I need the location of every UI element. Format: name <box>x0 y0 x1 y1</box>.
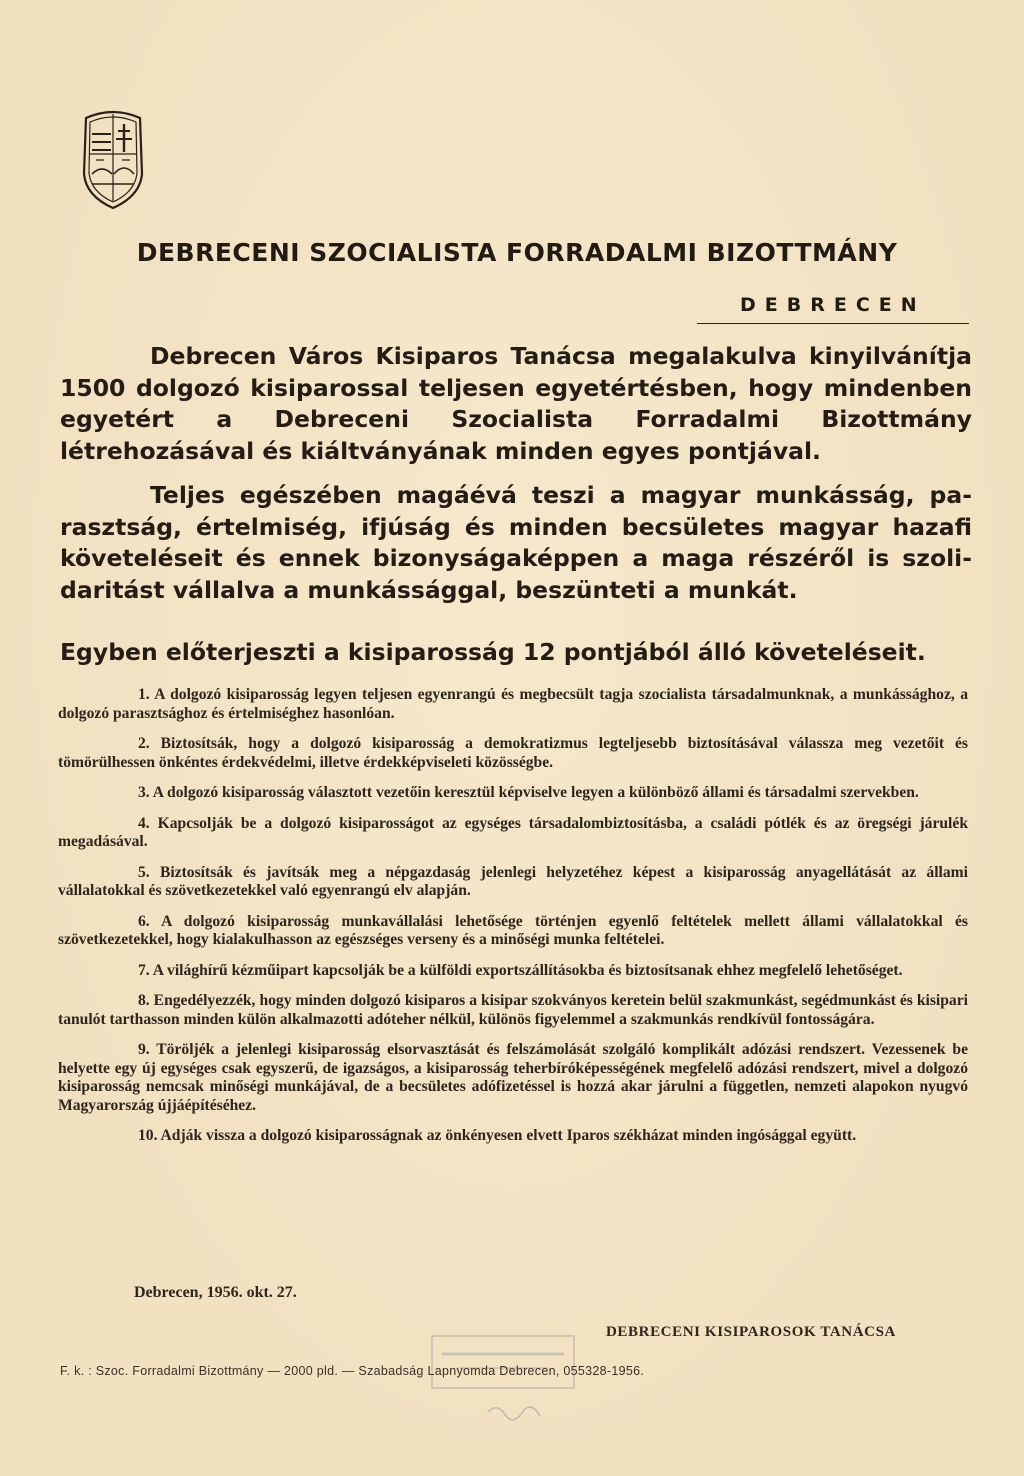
organization-title: DEBRECENI SZOCIALISTA FORRADALMI BIZOTTMÁNY <box>136 238 898 267</box>
demand-item: 4. Kapcsolják be a dolgozó kisiparosságot az egységes társadalombiztosításba, a családi pótlék és az öregségi járulék megadásával. <box>58 814 968 850</box>
lead-paragraph-2 <box>60 480 972 606</box>
issue-date: Debrecen, 1956. okt. 27. <box>134 1284 297 1301</box>
demand-item: 7. A világhírű kézműipart kapcsolják be a külföldi exportszállításokba és biztosítsanak ehhez megfelelő lehetőséget. <box>138 961 903 979</box>
demand-item: 1. A dolgozó kisiparosság legyen teljesen egyenrangú és megbecsült tagja szocialista társadalmunknak, a munkássághoz, a dolgozó parasztsághoz és értelmiséghez hasonlóan. <box>58 686 968 722</box>
lead-paragraph-1-text: Debrecen Város Kisiparos Tanácsa megalakulva kinyilvánítja 1500 dolgozó kisiparossal teljesen egyetértésben, hogy mindenben egyetért a Debreceni Szocialista Forradalmi Bizottmány létrehozásával és kiáltványának minden egyes pontjával. <box>60 342 972 465</box>
demand-item: 3. A dolgozó kisiparosság választott vezetőin keresztül képviselve legyen a különböző állami és társadalmi szervekben. <box>138 784 919 801</box>
lead-paragraph-2-text: Teljes egészében magáévá teszi a magyar munkásság, parasztság, értelmiség, ifjúság és minden becsületes magyar hazafi követeléseit és ennek bizonyságaképpen a maga részéről is szolidaritást vállalva a munkássággal, beszünteti a munkát. <box>60 481 972 604</box>
demand-item: 10. Adják vissza a dolgozó kisiparosságnak az önkényesen elvett Iparos székházat minden ingósággal együtt. <box>138 1127 857 1144</box>
museum-stamp-icon <box>428 1332 578 1452</box>
demand-item: 5. Biztosítsák és javítsák meg a népgazdaság jelenlegi helyzetéhez képest a kisiparosság anyagellátását az állami vállalatokkal és szövetkezetekkel való egyenrangú elv alapján. <box>58 863 968 899</box>
demand-item: 6. A dolgozó kisiparosság munkavállalási lehetősége történjen egyenlő feltételek mellett állami vállalatokkal és szövetkezetekkel, hogy kialakulhasson az egészséges verseny és a minőségi munka feltételei. <box>58 912 968 948</box>
lead-paragraph-1 <box>60 341 972 467</box>
demands-list <box>58 686 968 1158</box>
demands-intro: Egyben előterjeszti a kisiparosság 12 pontjából álló követeléseit. <box>60 638 926 666</box>
city-heading <box>697 293 969 324</box>
demand-item: 2. Biztosítsák, hogy a dolgozó kisiparosság a demokratizmus legteljesebb biztosításával válassza meg vezetőit és tömörülhessen önkéntes érdekvédelmi, illetve érdekképviseleti közösségbe. <box>58 735 968 771</box>
demand-item: 8. Engedélyezzék, hogy minden dolgozó kisiparos a kisipar szokványos keretein belül szakmunkást, segédmunkást és kisipari tanulót tarthasson minden külön alkalmazotti adóteher nélkül, különös figyelemmel a szakmunkás rendkívül fontosságára. <box>58 992 968 1028</box>
printer-imprint: F. k. : Szoc. Forradalmi Bizottmány — 2000 pld. — Szabadság Lapnyomda Debrecen, 055328-1956. <box>60 1364 645 1378</box>
demand-item: 9. Töröljék a jelenlegi kisiparosság elsorvasztását és felszámolását szolgáló komplikált adózási rendszert. Vezessenek be helyette egy új egységes csak egyszerű, de igazságos, a kisiparosság teherbíróképességének megfelelő adózási rendszert, mivel a dolgozó kisiparosság nemcsak minőségi munkájával, de a becsületes adófizetéssel is hozzá akar járulni a független, nemzeti alapokon nyugvó Magyarország újjáépítéséhez. <box>58 1041 968 1114</box>
signature: DEBRECENI KISIPAROSOK TANÁCSA <box>606 1324 896 1340</box>
coat-of-arms-icon <box>76 104 150 210</box>
city-label: DEBRECEN <box>740 294 926 316</box>
